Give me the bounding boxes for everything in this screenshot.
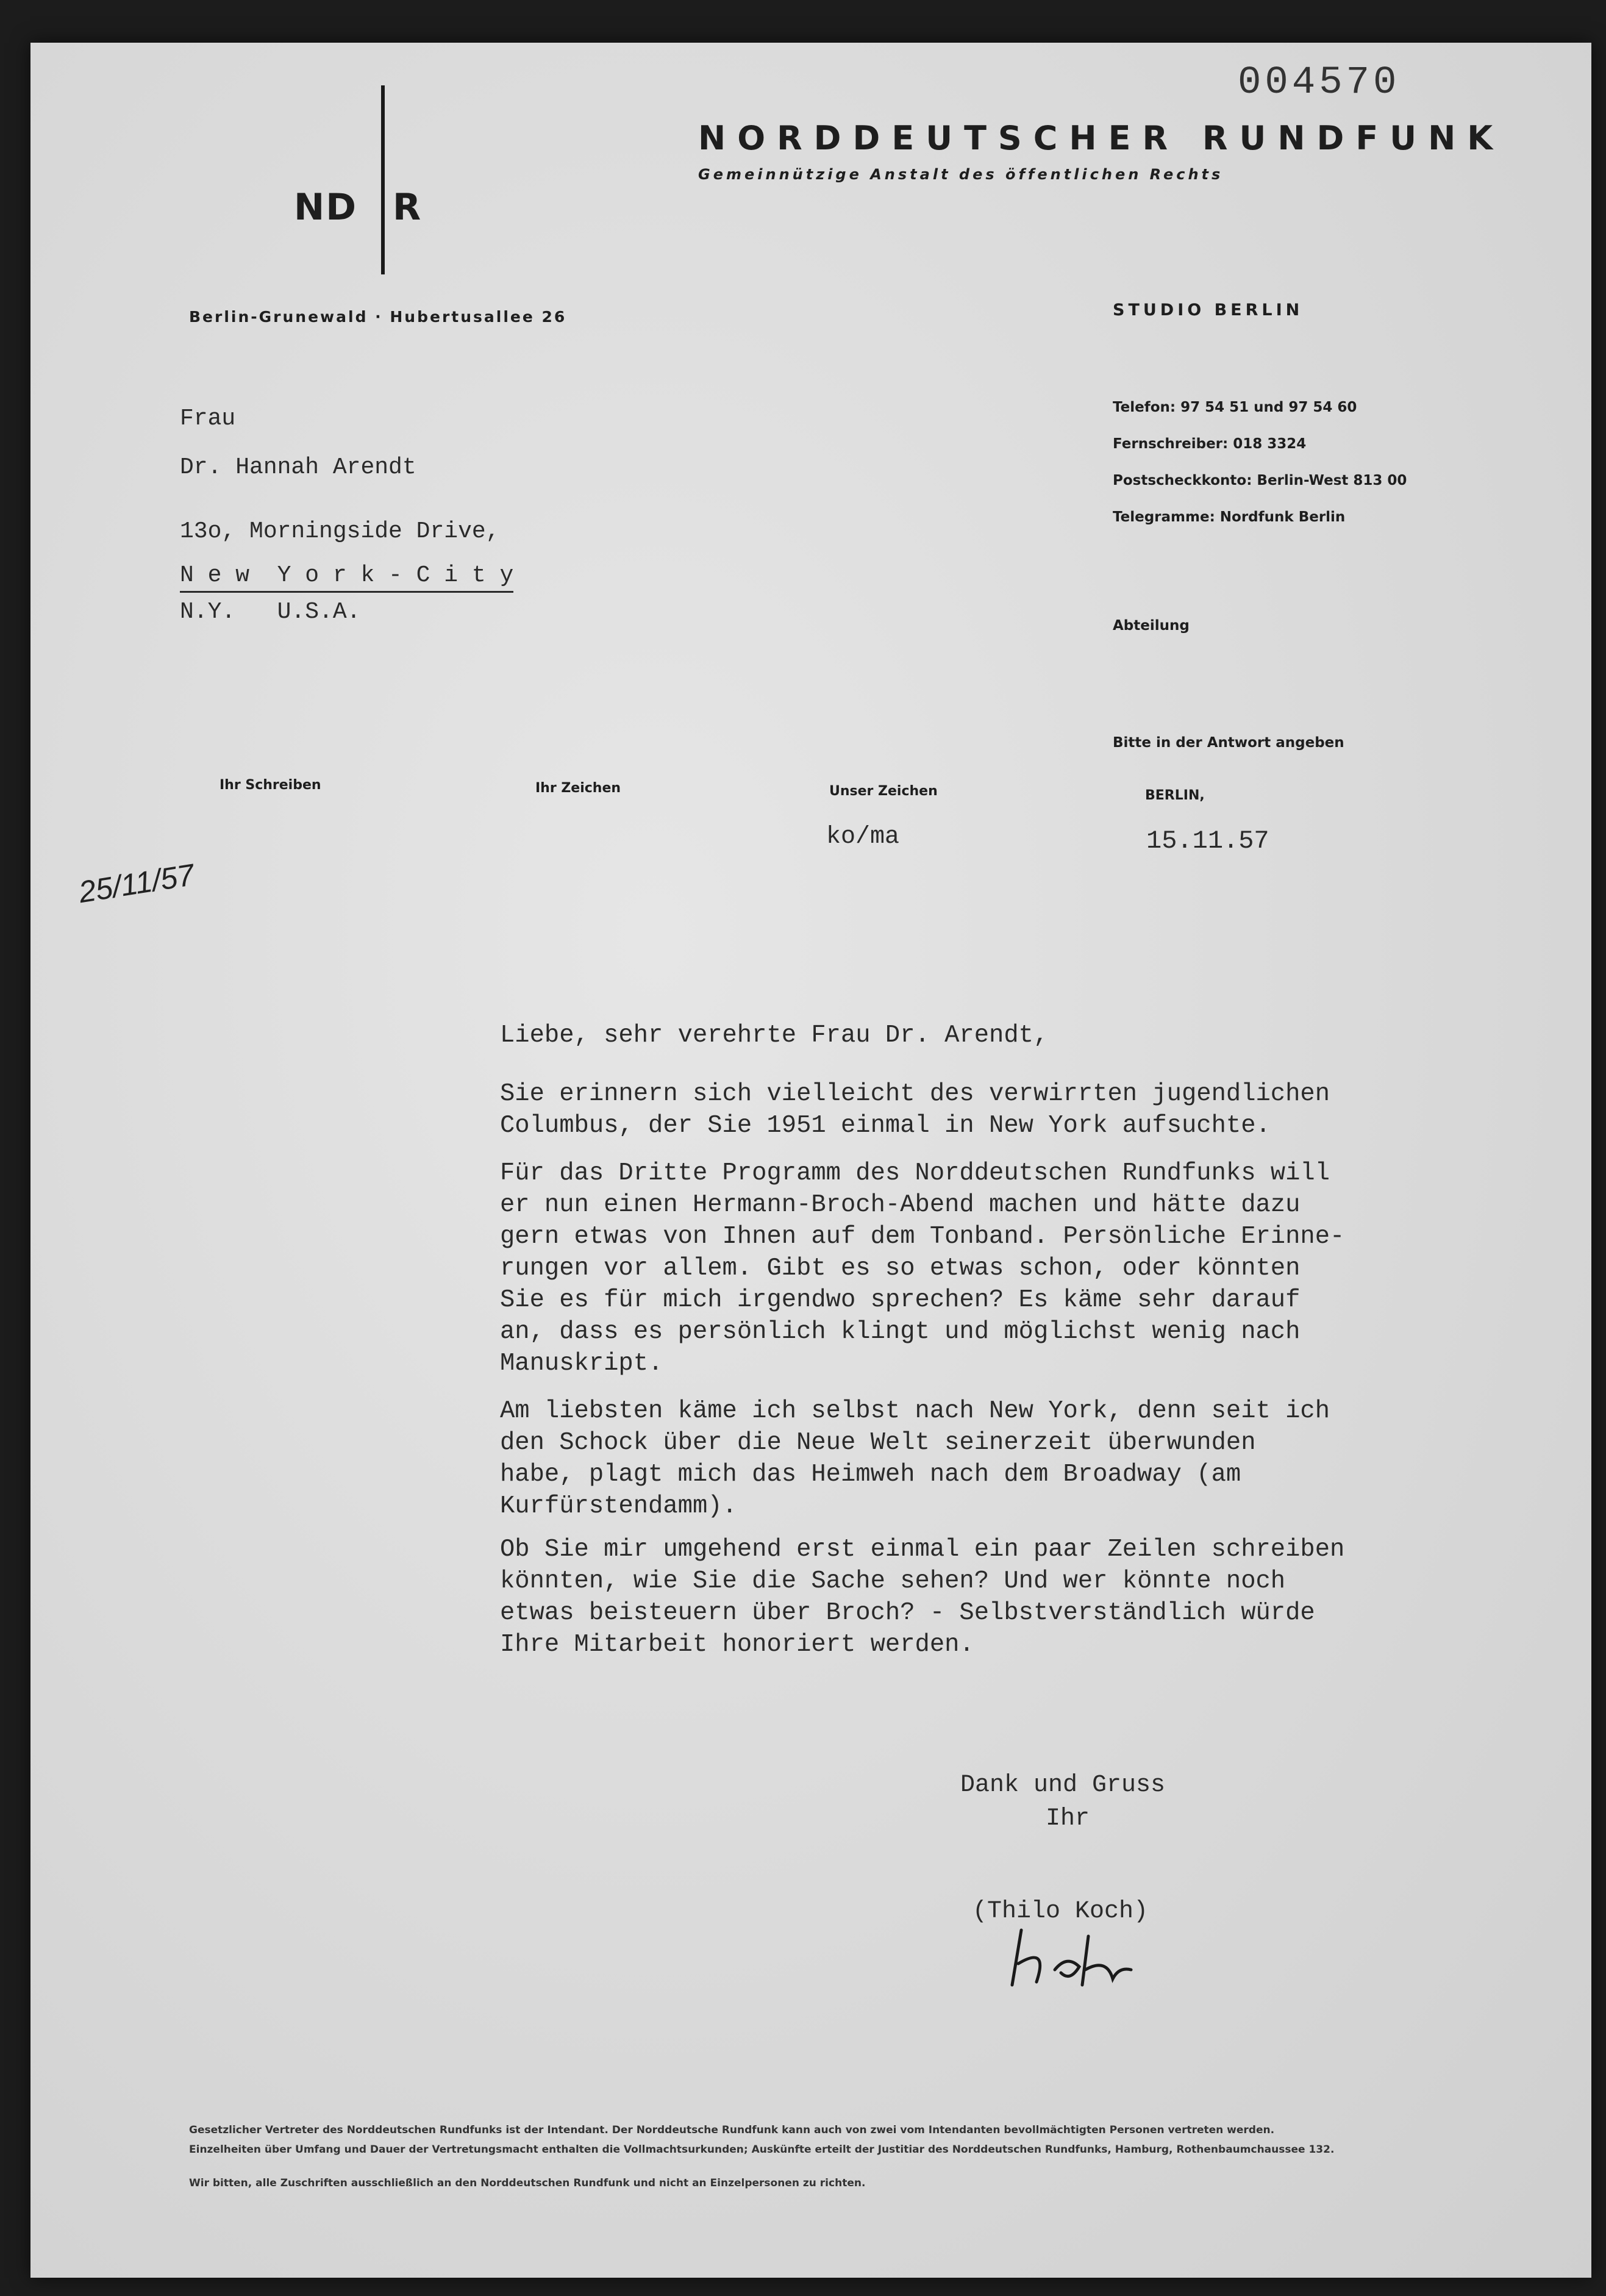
telefon: Telefon: 97 54 51 und 97 54 60 bbox=[1113, 399, 1357, 415]
ndr-logo-right: R bbox=[393, 186, 421, 229]
closing-greeting: Dank und Gruss bbox=[960, 1772, 1166, 1799]
ihr-zeichen-label: Ihr Zeichen bbox=[535, 781, 621, 796]
ort-label: BERLIN, bbox=[1145, 788, 1205, 803]
ndr-logo-left: ND bbox=[294, 186, 358, 229]
ihr-schreiben-label: Ihr Schreiben bbox=[219, 778, 321, 793]
org-name: NORDDEUTSCHER RUNDFUNK bbox=[698, 119, 1505, 157]
studio-name: STUDIO BERLIN bbox=[1113, 301, 1304, 320]
sender-address: Berlin-Grunewald · Hubertusallee 26 bbox=[189, 308, 567, 326]
recipient-city: N e w Y o r k - C i t y bbox=[180, 562, 513, 593]
unser-zeichen-label: Unser Zeichen bbox=[829, 784, 938, 799]
handwritten-signature bbox=[963, 1912, 1183, 1991]
unser-zeichen-value: ko/ma bbox=[826, 823, 900, 851]
recipient-country: N.Y. U.S.A. bbox=[180, 599, 361, 625]
footer-line-3: Wir bitten, alle Zuschriften ausschließlich an den Norddeutschen Rundfunk und nicht an Einzelpersonen zu richten. bbox=[189, 2177, 866, 2189]
ndr-logo-bar bbox=[381, 85, 385, 274]
handwritten-date: 25/11/57 bbox=[76, 857, 197, 910]
signature-name: (Thilo Koch) bbox=[973, 1898, 1149, 1925]
abteilung-label: Abteilung bbox=[1113, 618, 1190, 634]
fernschreiber: Fernschreiber: 018 3324 bbox=[1113, 436, 1307, 452]
closing-ihr: Ihr bbox=[1046, 1805, 1090, 1833]
paragraph-3: Am liebsten käme ich selbst nach New York, denn seit ich den Schock über die Neue Welt seinerzeit überwunden habe, plagt mich das Heimweh nach dem Broadway (am Kurfürstendamm). bbox=[500, 1397, 1330, 1520]
footer-line-2: Einzelheiten über Umfang und Dauer der Vertretungsmacht enthalten die Vollmachtsurkunden; Auskünfte erteilt der Justitiar des Norddeutschen Rundfunks, Hamburg, Rothenbaumchaussee 132. bbox=[189, 2144, 1335, 2156]
recipient-street: 13o, Morningside Drive, bbox=[180, 518, 500, 545]
postscheckkonto: Postscheckkonto: Berlin-West 813 00 bbox=[1113, 473, 1407, 488]
recipient-salutation: Frau bbox=[180, 406, 236, 432]
footer-line-1: Gesetzlicher Vertreter des Norddeutschen Rundfunks ist der Intendant. Der Norddeutsche Rundfunk kann auch von zwei vom Intendanten bevollmächtigten Personen vertreten werden. bbox=[189, 2124, 1275, 2136]
org-subtitle: Gemeinnützige Anstalt des öffentlichen Rechts bbox=[698, 166, 1224, 183]
paragraph-2: Für das Dritte Programm des Norddeutschen Rundfunks will er nun einen Hermann-Broch-Abend machen und hätte dazu gern etwas von Ihnen auf dem Tonband. Persönliche Erinne- rungen vor allem. Gibt es so etwas schon, oder könnten Sie es für mich irgendwo sprechen? Es käme sehr darauf an, dass es persönlich klingt und möglichst wenig nach Manuskript. bbox=[500, 1159, 1345, 1378]
telegramme: Telegramme: Nordfunk Berlin bbox=[1113, 509, 1346, 525]
paragraph-1: Sie erinnern sich vielleicht des verwirrten jugendlichen Columbus, der Sie 1951 einmal in New York aufsuchte. bbox=[500, 1080, 1330, 1140]
archive-number: 004570 bbox=[1238, 61, 1401, 105]
letter-salutation: Liebe, sehr verehrte Frau Dr. Arendt, bbox=[500, 1021, 1049, 1050]
recipient-name: Dr. Hannah Arendt bbox=[180, 454, 416, 481]
bitte-label: Bitte in der Antwort angeben bbox=[1113, 735, 1344, 751]
paragraph-4: Ob Sie mir umgehend erst einmal ein paar Zeilen schreiben könnten, wie Sie die Sache sehen? Und wer könnte noch etwas beisteuern über Broch? - Selbstverständlich würde Ihre Mitarbeit honoriert werden. bbox=[500, 1536, 1345, 1659]
letter-date: 15.11.57 bbox=[1146, 826, 1269, 856]
